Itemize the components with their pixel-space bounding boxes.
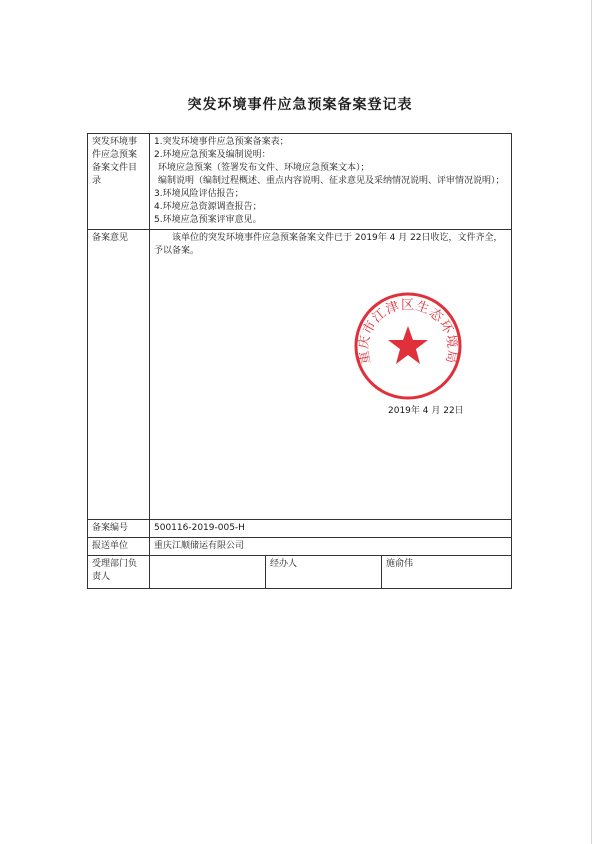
opinion-label: 备案意见: [88, 230, 150, 520]
page-title: 突发环境事件应急预案备案登记表: [187, 97, 413, 113]
table-row-record-no: [88, 520, 512, 538]
record-no-label: 备案编号: [88, 520, 150, 538]
files-list: [150, 134, 512, 230]
official-seal: [352, 290, 464, 402]
responsible-cell: [150, 556, 512, 589]
seal-text: 重庆市江津区生态环境局: [356, 297, 460, 366]
record-no-value: 500116-2019-005-H: [150, 520, 512, 538]
file-item: 3.环境风险评估报告；: [154, 189, 244, 200]
unit-value: 重庆江顺储运有限公司: [150, 538, 512, 556]
responsible-label: 受理部门负责人: [88, 556, 150, 589]
table-row-responsible: [88, 556, 512, 589]
handler-name: 施俞伟: [386, 559, 414, 570]
handler-label: 经办人: [266, 556, 382, 588]
file-item: 5.环境应急预案评审意见。: [154, 215, 262, 226]
files-label: 突发环境事件应急预案备案文件目录: [88, 134, 150, 230]
page-edge: [591, 0, 592, 844]
file-item: 编制说明（编制过程概述、重点内容说明、征求意见及采纳情况说明、评审情况说明）；: [158, 176, 505, 187]
signature-subtable: [150, 556, 511, 588]
responsible-signature-blank: [150, 556, 266, 588]
table-row-files: [88, 134, 512, 230]
unit-label: 报送单位: [88, 538, 150, 556]
file-item: 环境应急预案（签署发布文件、环境应急预案文本）；: [158, 163, 370, 174]
opinion-text: 该单位的突发环境事件应急预案备案文件已于 2019年 4 月 22日收讫，文件齐全，予以备案。: [154, 233, 503, 257]
file-item: 2.环境应急预案及编制说明：: [154, 150, 271, 161]
file-item: 4.环境应急资源调查报告；: [154, 202, 262, 213]
file-item: 1.突发环境事件应急预案备案表；: [154, 137, 289, 147]
table-row-unit: [88, 538, 512, 556]
opinion-date: 2019年 4 月 22日: [388, 406, 464, 416]
seal-star-icon: [388, 326, 428, 364]
